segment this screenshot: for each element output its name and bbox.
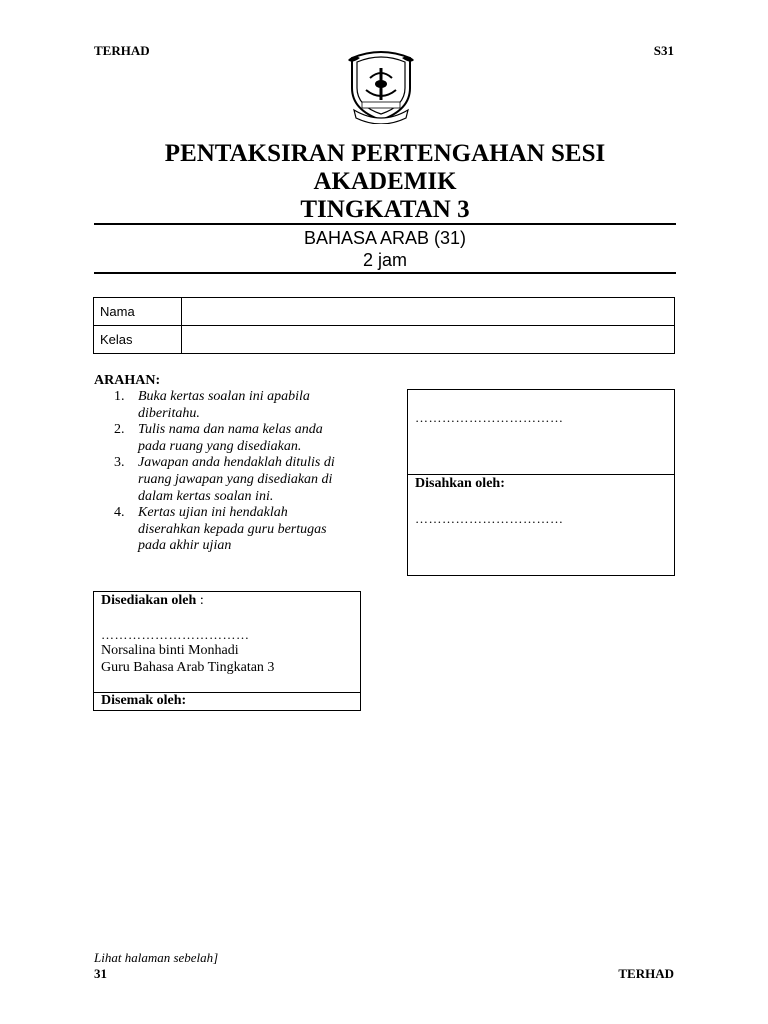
class-row xyxy=(94,326,675,354)
preparer-name: Norsalina binti Monhadi xyxy=(101,643,239,658)
exam-title-line-2: AKADEMIK xyxy=(313,168,457,195)
signature-line-bottom: …………………………… xyxy=(415,511,564,526)
instruction-line: Kertas ujian ini hendaklah xyxy=(138,505,288,521)
instruction-line: diserahkan kepada guru bertugas xyxy=(138,521,327,537)
school-crest-logo xyxy=(340,48,422,124)
signature-line-top: …………………………… xyxy=(415,410,564,425)
divider-bottom xyxy=(94,272,676,274)
instruction-item xyxy=(114,455,368,505)
approval-box-divider xyxy=(408,474,674,475)
divider-top xyxy=(94,223,676,225)
exam-title xyxy=(94,140,676,224)
header-classification: TERHAD xyxy=(94,43,150,58)
instruction-item xyxy=(114,389,368,422)
instruction-line: Buka kertas soalan ini apabila xyxy=(138,389,310,404)
instruction-line: Tulis nama dan nama kelas anda xyxy=(138,422,323,438)
preparer-signature-line: …………………………… xyxy=(101,627,250,642)
instruction-line: ruang jawapan yang disediakan di xyxy=(138,471,333,487)
name-label: Nama xyxy=(94,298,182,326)
instruction-line: diberitahu. xyxy=(138,405,200,421)
class-label: Kelas xyxy=(94,326,182,354)
exam-duration: 2 jam xyxy=(362,250,407,270)
class-field[interactable] xyxy=(182,326,675,354)
exam-title-line-1: PENTAKSIRAN PERTENGAHAN SESI xyxy=(164,140,606,167)
preparer-role: Guru Bahasa Arab Tingkatan 3 xyxy=(101,660,275,675)
name-row xyxy=(94,298,675,326)
next-page-note: Lihat halaman sebelah] xyxy=(94,950,219,965)
instruction-item xyxy=(114,505,368,555)
instructions-list xyxy=(114,389,368,555)
instructions-title: ARAHAN: xyxy=(94,373,161,388)
name-field[interactable] xyxy=(182,298,675,326)
exam-title-line-3: TINGKATAN 3 xyxy=(300,196,470,223)
student-identity-table xyxy=(93,297,675,354)
checked-by-label: Disemak oleh: xyxy=(101,693,187,708)
instruction-line: pada ruang yang disediakan. xyxy=(138,438,302,454)
footer-paper-code: 31 xyxy=(94,966,107,981)
footer-classification: TERHAD xyxy=(618,966,674,981)
instruction-number: 1. xyxy=(114,389,125,404)
instruction-line: dalam kertas soalan ini. xyxy=(138,488,274,504)
prepared-by-colon: : xyxy=(196,593,204,608)
approved-by-label: Disahkan oleh: xyxy=(415,476,505,491)
prepared-by-row xyxy=(101,593,204,609)
instruction-line: pada akhir ujian xyxy=(138,538,232,554)
instruction-number: 4. xyxy=(114,505,125,521)
preparation-box xyxy=(93,591,361,711)
instruction-item xyxy=(114,422,368,455)
subject-name: BAHASA ARAB (31) xyxy=(303,228,467,248)
prepared-by-label: Disediakan oleh xyxy=(101,593,197,608)
approval-box xyxy=(407,389,675,576)
instruction-line: Jawapan anda hendaklah ditulis di xyxy=(138,455,335,471)
header-paper-code: S31 xyxy=(653,43,674,58)
instruction-number: 2. xyxy=(114,422,125,438)
instruction-number: 3. xyxy=(114,455,125,471)
